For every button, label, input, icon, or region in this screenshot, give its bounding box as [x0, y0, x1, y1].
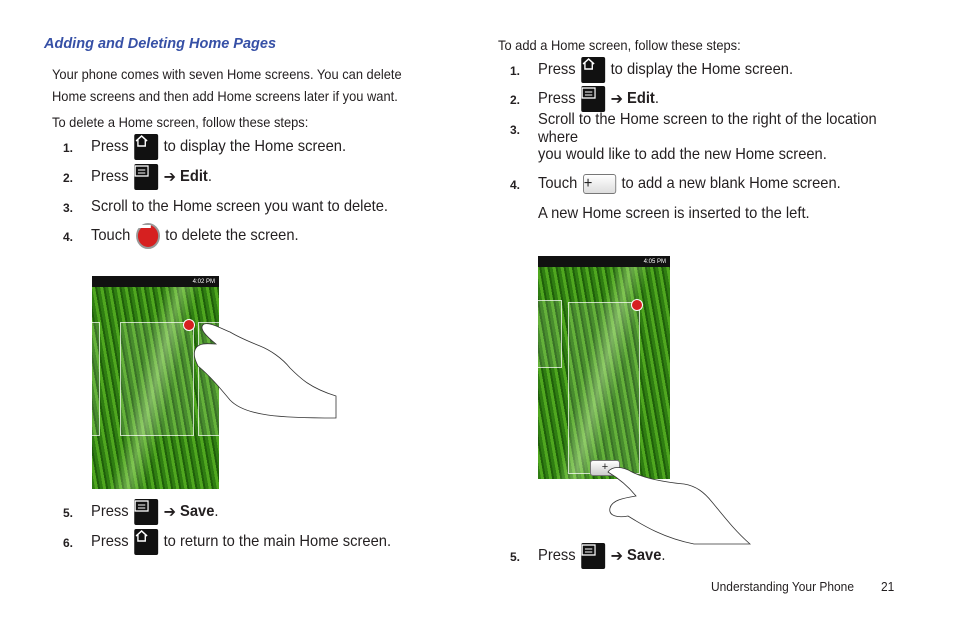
- step-number: 5.: [63, 506, 74, 520]
- step-text: [91, 499, 219, 525]
- menu-key-icon: [134, 499, 158, 525]
- step-line2: you would like to add the new Home screen.: [538, 146, 827, 163]
- step-pre: Press: [91, 533, 129, 550]
- step-pre: Press: [538, 90, 576, 107]
- step-note: [538, 201, 810, 227]
- menu-key-icon: [581, 86, 605, 112]
- footer-section: Understanding Your Phone: [711, 579, 854, 594]
- step-text: [91, 134, 346, 160]
- step-text: [538, 57, 793, 83]
- step-number: 3.: [63, 201, 74, 215]
- step-text: [538, 111, 921, 146]
- step-text: [91, 194, 388, 220]
- step-text-continued: [538, 142, 827, 168]
- step-text: [91, 223, 299, 249]
- status-time: 4:05 PM: [643, 258, 666, 265]
- delete-icon: [136, 223, 160, 249]
- status-time: 4:02 PM: [192, 278, 215, 285]
- step-post: to display the Home screen.: [610, 61, 794, 78]
- step-number: 3.: [510, 123, 521, 137]
- step-pre: Press: [91, 168, 129, 185]
- step-pre: Press: [91, 138, 129, 155]
- plus-icon: +: [583, 174, 616, 194]
- step-post: .: [214, 503, 219, 520]
- section-heading: Adding and Deleting Home Pages: [44, 36, 277, 52]
- add-intro: To add a Home screen, follow these steps:: [498, 37, 741, 53]
- step-number: 4.: [63, 230, 74, 244]
- home-panel: [120, 322, 194, 436]
- step-pre: Press: [538, 547, 576, 564]
- step-pre: Press: [538, 61, 576, 78]
- step-pre: Scroll to the Home screen to the right of the location where: [538, 111, 877, 146]
- arrow-icon: ➔: [163, 504, 176, 521]
- home-key-icon: [581, 57, 605, 83]
- step-pre: Scroll to the Home screen you want to delete.: [91, 198, 389, 215]
- hand-gesture-icon: [190, 318, 340, 420]
- home-key-icon: [134, 529, 158, 555]
- plus-icon: +: [590, 460, 620, 476]
- home-key-icon: [134, 134, 158, 160]
- status-bar: [538, 256, 670, 267]
- step-number: 2.: [510, 93, 521, 107]
- step-number: 2.: [63, 171, 74, 185]
- home-panel: [92, 322, 100, 436]
- step-number: 4.: [510, 178, 521, 192]
- hand-gesture-icon: [604, 464, 754, 546]
- step-bold: Save: [180, 503, 215, 520]
- step-post: to display the Home screen.: [163, 138, 347, 155]
- menu-key-icon: [134, 164, 158, 190]
- step-text: [91, 529, 391, 555]
- step-text: [538, 171, 841, 197]
- arrow-icon: ➔: [163, 169, 176, 186]
- step-text: [91, 164, 212, 190]
- step-text: [538, 86, 659, 112]
- step-text: [538, 543, 666, 569]
- step-number: 1.: [63, 141, 74, 155]
- step-number: 5.: [510, 550, 521, 564]
- step-pre: Press: [91, 503, 129, 520]
- step-post: .: [654, 90, 659, 107]
- note-text: A new Home screen is inserted to the left.: [538, 205, 810, 222]
- step-post: to return to the main Home screen.: [163, 533, 392, 550]
- step-post: .: [661, 547, 666, 564]
- status-bar: [92, 276, 219, 287]
- step-post: to add a new blank Home screen.: [621, 175, 841, 192]
- step-bold: Save: [627, 547, 662, 564]
- delete-icon: [631, 299, 643, 311]
- intro-line-1: Your phone comes with seven Home screens. You can delete: [52, 66, 402, 82]
- intro-line-2: Home screens and then add Home screens later if you want.: [52, 88, 398, 104]
- step-number: 6.: [63, 536, 74, 550]
- step-pre: Touch: [538, 175, 578, 192]
- menu-key-icon: [581, 543, 605, 569]
- step-number: 1.: [510, 64, 521, 78]
- arrow-icon: ➔: [610, 548, 623, 565]
- step-pre: Touch: [91, 227, 131, 244]
- home-panel: [538, 300, 562, 368]
- step-bold: Edit: [180, 168, 208, 185]
- home-panel: [568, 302, 640, 474]
- step-bold: Edit: [627, 90, 655, 107]
- page-number: 21: [881, 579, 895, 594]
- phone-screenshot-add: [538, 256, 670, 479]
- step-post: to delete the screen.: [165, 227, 299, 244]
- arrow-icon: ➔: [610, 91, 623, 108]
- delete-intro: To delete a Home screen, follow these steps:: [52, 114, 309, 130]
- step-post: .: [207, 168, 212, 185]
